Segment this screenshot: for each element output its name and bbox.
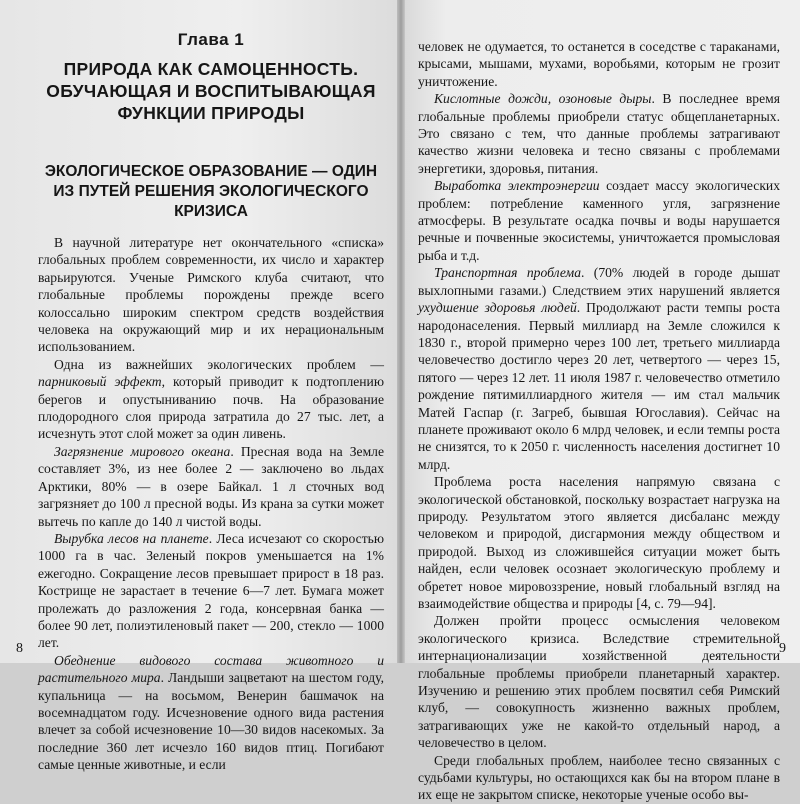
paragraph	[38, 443, 384, 530]
paragraph: Проблема роста населения напрямую связана с экологической обстановкой, поскольку возрастает нагрузка на природу. Результатом этого является дисбаланс между человеком и природой, дисгармония между обществом и природой. Выход из сложившейся ситуации может быть найден, если человек осознает экологическую проблему и обретет новое мировоззрение, новый глобальный взгляд на взаимодействие общества и природы [4, с. 79—94].	[418, 474, 780, 611]
paragraph-text: . Пресная вода на Земле составляет 3%, из нее более 2 — заключено во льдах Арктики, 80% — в озере Байкал. 1 л сточных вод загрязняет до 100 л пресной воды. Из крана за сутки может вытечь по капле до 140 л чистой воды.	[38, 443, 385, 529]
paragraph	[418, 264, 780, 473]
emphasis-term: Кислотные дожди, озоновые дыры	[434, 91, 652, 107]
paragraph-text: . (70% людей в городе дышат выхлопными газами.) Следствием этих нарушений является	[418, 265, 780, 298]
paragraph	[418, 177, 780, 264]
emphasis-term: Вырубка лесов на планете	[54, 530, 209, 546]
page-number: 9	[779, 641, 786, 656]
paragraph-text: . Леса исчезают со скоростью 1000 га в час. Зеленый покров уменьшается на 1% ежегодно. Сокращение лесов превышает прирост в 18 раз. Кострище не зарастает в течение 6—7 лет. Бумага может пролежать до разложения 2 года, консервная банка — более 90 лет, полиэтиленовый пакет — 200, стекло — 1000 лет.	[38, 530, 385, 651]
emphasis-term: Транспортная проблема	[434, 265, 582, 281]
paragraph: Должен пройти процесс осмысления человеком экологического кризиса. Вследствие стремительной интернационализации хозяйственной деятельности глобальные проблемы приобрели планетарный характер. Изучению и решению этих проблем посвятил себя Римский клуб, — совокупность жизненно важных проблем, затрагивающих уже не какой-то отдельный народ, а человечество в целом.	[418, 613, 780, 751]
paragraph	[38, 652, 384, 774]
emphasis-term: ухудшение здоровья людей	[418, 300, 577, 316]
left-page	[0, 0, 398, 773]
emphasis-term: Загрязнение мирового океана	[54, 443, 231, 459]
paragraph	[38, 356, 384, 443]
paragraph: Среди глобальных проблем, наиболее тесно связанных с судьбами культуры, но остающихся как бы на втором плане в их еще не закрытом списке, некоторые ученые особо вы-	[418, 752, 780, 803]
paragraph: человек не одумается, то останется в соседстве с тараканами, крысами, мышами, мухами, воробьями, которым не грозит уничтожение.	[418, 39, 780, 89]
paragraph-text: . Продолжают расти темпы роста народонаселения. Первый миллиард на Земле сложился к 1830 г., второй примерно через 100 лет, третьего миллиарда человечество достигло через 20 лет, четвертого — через 15, пятого — через 12 лет. 11 июля 1987 г. человечество отметило рождение пятимиллиардного жителя — им стал мальчик Матей Гаспар (г. Загреб, бывшая Югославия). Сейчас на планете проживают около 6 млрд человек, и если темпы роста не снизятся, то к 2050 г. численность населения достигнет 10 млрд.	[418, 300, 781, 472]
section-title: ЭКОЛОГИЧЕСКОЕ ОБРАЗОВАНИЕ — ОДИН ИЗ ПУТЕЙ РЕШЕНИЯ ЭКОЛОГИЧЕСКОГО КРИЗИСА	[44, 163, 378, 220]
emphasis-term: Выработка электроэнергии	[434, 178, 600, 194]
book-gutter	[397, 0, 405, 663]
paragraph	[38, 530, 384, 652]
chapter-title: ПРИРОДА КАК САМОЦЕННОСТЬ. ОБУЧАЮЩАЯ И ВОСПИТЫВАЮЩАЯ ФУНКЦИИ ПРИРОДЫ	[46, 59, 376, 123]
paragraph: В научной литературе нет окончательного «списка» глобальных проблем современности, их число и характер варьируются. Ученые Римского клуба считают, что глобальные проблемы порождены прежде всего колоссально широким спектром средств воздействия человека на окружающий мир и их нерациональным использованием.	[38, 235, 384, 355]
paragraph	[418, 90, 780, 177]
paragraph-text: , который приводит к подтоплению берегов и опустыниванию почв. На образование плодородного слоя природа затратила до 27 тыс. лет, а исчезнуть этот слой может за один ливень.	[38, 374, 384, 442]
chapter-label: Глава 1	[177, 30, 245, 49]
paragraph-text: . В последнее время глобальные проблемы приобрели статус общепланетарных. Это связано с тем, что данные проблемы затрагивают качество жизни человека и тесно связаны с проблемами энергетики, здоровья, питания.	[418, 91, 780, 176]
paragraph-text: . Ландыши зацветают на шестом году, купальница — на восьмом, Венерин башмачок на восемнадцатом году. Исчезновение одного вида растения влечет за собой исчезновение 10—30 видов насекомых. За последние 360 лет исчезло 160 видов птиц. Погибают самые ценные животные, и если	[38, 670, 384, 773]
page-number: 8	[16, 641, 23, 656]
paragraph-text: создает массу экологических проблем: потребление каменного угля, загрязнение атмосферы. В результате осадка почвы и воды нарушается речные и почвенные экосистемы, уничтожается промысловая рыба и т.д.	[418, 178, 780, 263]
right-page	[398, 0, 800, 803]
emphasis-term: Обеднение видового состава животного и растительного мира	[38, 652, 384, 686]
paragraph-text: Одна из важнейших экологических проблем —	[54, 356, 384, 372]
emphasis-term: парниковый эффект	[38, 374, 162, 390]
